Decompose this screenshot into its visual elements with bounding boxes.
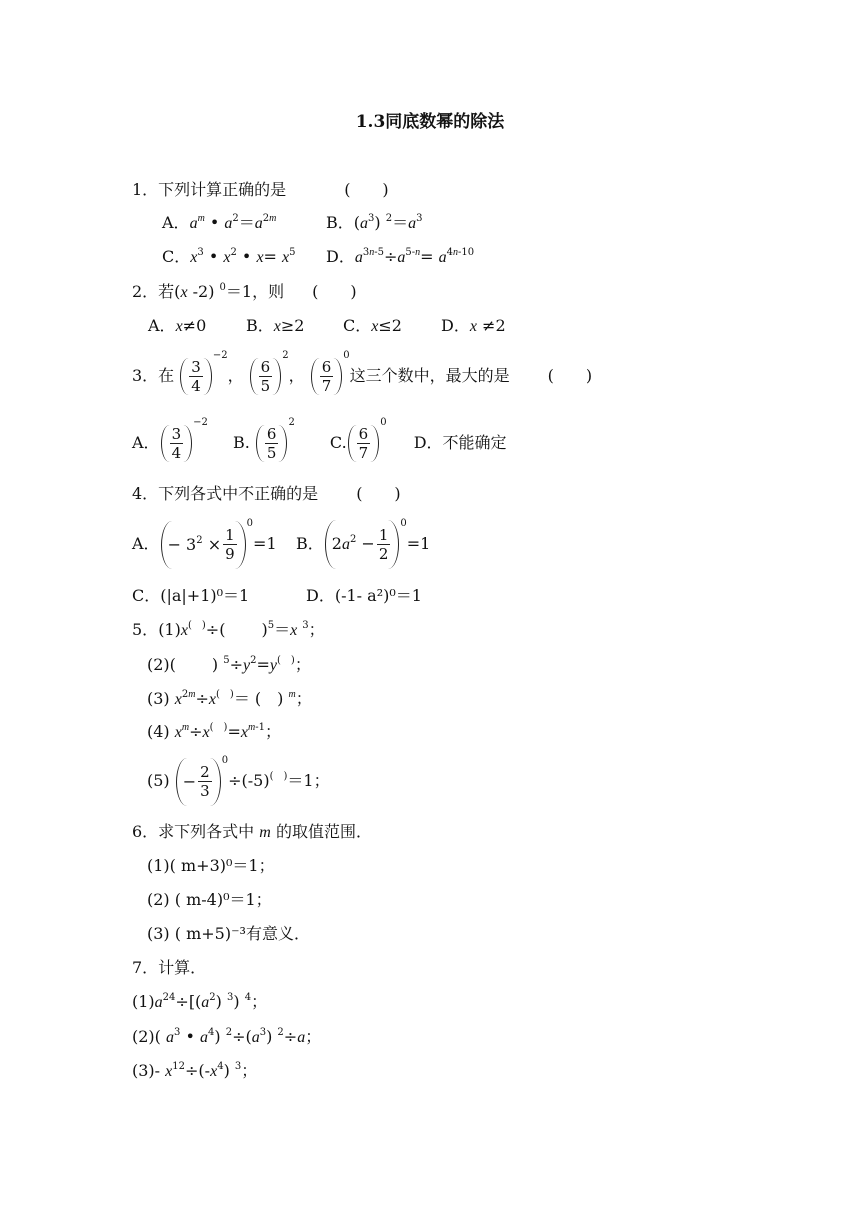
q5-line-1: 5．(1)x( )÷( )$^5$＝x $^3$；	[132, 620, 325, 639]
page-title: 1.3同底数幂的除法	[355, 112, 505, 132]
q3-option-b: B.	[232, 433, 250, 452]
q5-line-2: (2)( ) $^5\div y^2=y^{( )}$；	[147, 655, 311, 674]
q3-answer-paren: ( )	[547, 366, 593, 385]
q6-line-3: (3) ( m+5)⁻³有意义．	[147, 924, 310, 943]
q7-stem: 7．计算．	[132, 958, 207, 977]
q6-stem: 6．求下列各式中 m 的取值范围．	[132, 822, 372, 841]
fraction-6-5: $\frac{6}{5}$	[250, 358, 282, 395]
q2-option-a: A．x≠0	[148, 316, 207, 335]
q2-option-c: C．x≤2	[343, 316, 402, 335]
q3-option-c: C.	[329, 433, 347, 452]
q3-options: A． $\frac{3}{4}$ −2 B. $\frac{6}{5}$ 2 C. $\frac{6}{7}$ 0 D．不能确定	[132, 417, 507, 462]
fraction-6-7: $\frac{6}{7}$	[311, 358, 343, 395]
q4-option-a: A． − $3^2$ × $\frac{1}{9}$ 0=1	[132, 520, 277, 569]
q2-option-b: B．x≥2	[246, 316, 305, 335]
q3-option-a: A．	[132, 433, 160, 452]
q3-stem: 3．在 $\frac{3}{4}$ −2， $\frac{6}{5}$ 2， $\frac{6}{7}$ 0这三个数中，最大的是 ( )	[132, 350, 593, 395]
q2-stem: 2．若(x -2) $^0$＝1，则 ( )	[132, 282, 357, 301]
q7-line-2: (2)( $a^3$ • $a^4$) $^2\div(a^3)$ $^2$÷a；	[132, 1027, 322, 1046]
q5-line-5: (5) − $\frac{2}{3}$ 0÷(-5)( )＝1；	[147, 757, 330, 806]
q4-option-b: B． $2a^2$ − $\frac{1}{2}$ 0=1	[296, 520, 430, 569]
q5-line-3: (3) $x^{2m}\div x^{( )}=$ ( ) $^m$；	[147, 689, 312, 708]
q1-stem: 1．下列计算正确的是 ( )	[132, 180, 389, 199]
fraction-3-4: $\frac{3}{4}$	[180, 358, 212, 395]
q7-line-3: (3)- $x^{12}\div(-x^4)$ $^3$；	[132, 1061, 258, 1080]
q2-option-d: D．x ≠2	[441, 316, 506, 335]
q1-answer-paren: ( )	[344, 180, 389, 199]
q5-line-4: (4) $x^m\div x^{( )}=x^{m-1}$；	[147, 722, 281, 741]
q1-option-d: D．$a^{3n-5}\div a^{5-n}= a^{4n-10}$	[326, 247, 475, 266]
q7-line-1: $(1)a^{24}\div[(a^2)$ $^3$) $^4$；	[132, 992, 268, 1011]
q4-stem: 4．下列各式中不正确的是 ( )	[132, 484, 401, 503]
q2-answer-paren: ( )	[312, 282, 357, 301]
q4-option-d: D．(-1- a²)⁰＝1	[306, 586, 422, 605]
q1-option-b: B．$(a^3)$ $^2=a^3$	[326, 213, 423, 232]
q6-line-1: (1)( m+3)⁰＝1；	[147, 856, 275, 875]
q4-answer-paren: ( )	[356, 484, 401, 503]
q4-option-c: C．(|a|+1)⁰＝1	[132, 586, 250, 605]
q1-option-a: A．$a^m$ • $a^2=a^{2m}$	[162, 213, 277, 232]
q6-line-2: (2) ( m-4)⁰＝1；	[147, 890, 272, 909]
q3-option-d: D．不能确定	[413, 433, 507, 452]
q1-option-c: C．$x^3$ • $x^2$ • $x= x^5$	[162, 247, 296, 266]
